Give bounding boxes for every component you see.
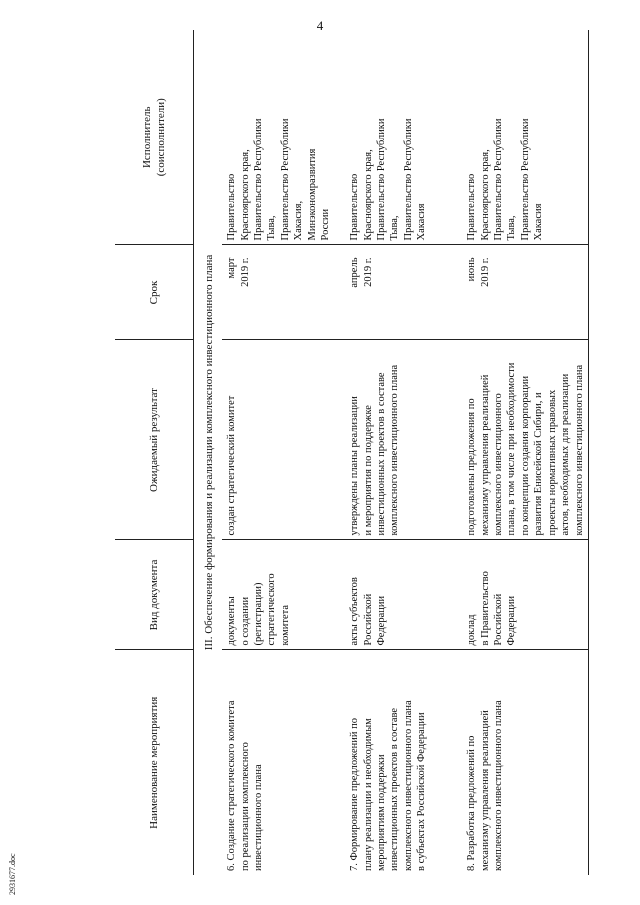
header-result: Ожидаемый результат [115,340,194,540]
text-line: проекты нормативных правовых [546,389,558,536]
text-line: документы [226,596,238,646]
cell-name [345,650,462,875]
text-line: март [226,257,238,279]
text-line: доклад [466,614,478,646]
table-top-border [588,30,589,875]
cell-term [462,245,588,340]
cell-executor [345,30,462,245]
text-line: в субъектах Российской Федерации [416,712,428,871]
section-title: III. Обеспечение формирования и реализации комплексного инвестиционного плана [203,254,215,651]
text-line: инвестиционных проектов в составе [389,707,401,871]
text-line: Правительство Республики [402,118,414,241]
text-line: Российской [362,593,374,646]
cell-doc-type [222,540,345,650]
header-executor [115,30,194,245]
cell-doc-type [462,540,588,650]
cell-executor [462,30,588,245]
header-name: Наименование мероприятия [115,650,194,875]
page-number: 4 [316,18,324,33]
table-row [345,30,462,875]
header-doc-type: Вид документа [115,540,194,650]
cell-executor [222,30,345,245]
text-line: развития Енисейской Сибири, и [533,392,545,536]
text-line: комплексного инвестиционного плана [389,364,401,536]
header-term: Срок [115,245,194,340]
text-line: комплексного инвестиционного [492,393,504,536]
text-line: комплексного инвестиционного плана [402,700,414,871]
text-line: Правительство Республики [375,118,387,241]
cell-result [222,340,345,540]
text-line: Минэкономразвития [306,148,318,241]
text-line: Правительство Республики [519,118,531,241]
cell-name [222,650,345,875]
text-line: Правительство [226,173,238,241]
table-row [222,30,345,875]
table-header-row [115,30,194,875]
section-row [194,30,223,875]
text-line: комитета [279,604,291,646]
text-line: 2019 г. [362,257,374,287]
text-line: Российской [492,593,504,646]
header-executor-line: (соисполнители) [155,98,167,177]
text-line: 2019 г. [239,257,251,287]
text-line: плану реализации и необходимым [362,718,374,871]
text-line: Федерации [375,595,387,646]
text-line: актов, необходимых для реализации [560,373,572,536]
text-line: Тыва, [389,215,401,241]
text-line: комплексного инвестиционного плана [573,364,585,536]
text-line: апрель [349,257,361,288]
action-plan-table [115,30,588,875]
text-line: в Правительство [479,571,491,646]
text-line: России [320,208,332,241]
cell-term [222,245,345,340]
text-line: 2019 г. [479,257,491,287]
text-line: 7. Формирование предложений по [349,718,361,871]
text-line: июнь [466,257,478,282]
text-line: и мероприятия по поддержке [362,405,374,536]
text-line: 6. Создание стратегического комитета [226,700,238,871]
text-line: Правительство [349,173,361,241]
text-line: Тыва, [266,215,278,241]
table-row [462,30,588,875]
text-line: инвестиционных проектов в составе [375,372,387,536]
cell-doc-type [345,540,462,650]
text-line: Правительство [466,173,478,241]
text-line: механизму управления реализацией [479,374,491,536]
text-line: Хакасия, [293,200,305,241]
text-line: по реализации комплексного [239,742,251,871]
text-line: Правительство Республики [492,118,504,241]
rotated-table-container [115,30,595,875]
text-line: мероприятиям поддержки [375,754,387,871]
text-line: утверждены планы реализации [349,396,361,536]
text-line: Правительство Республики [252,118,264,241]
text-line: Хакасия [533,203,545,241]
text-line: (регистрации) [252,582,264,646]
header-executor-line: Исполнитель [140,106,153,169]
text-line: о создании [239,596,251,646]
text-line: Красноярского края, [479,149,491,241]
text-line: Хакасия [416,203,428,241]
text-line: подготовлены предложения по [466,398,478,536]
cell-name [462,650,588,875]
footer-filename: 2931677.doc [8,853,17,895]
text-line: акты субъектов [349,577,361,646]
text-line: по концепции создания корпорации [519,375,531,536]
cell-result [345,340,462,540]
text-line: плана, в том числе при необходимости [506,362,518,536]
text-line: стратегического [266,573,278,646]
text-line: Красноярского края, [362,149,374,241]
cell-term [345,245,462,340]
text-line: создан стратегический комитет [226,395,238,536]
cell-result [462,340,588,540]
text-line: 8. Разработка предложений по [466,735,478,871]
text-line: Правительство Республики [279,118,291,241]
text-line: Красноярского края, [239,149,251,241]
text-line: Федерации [506,595,518,646]
text-line: комплексного инвестиционного плана [492,700,504,871]
text-line: инвестиционного плана [252,764,264,871]
text-line: Тыва, [506,215,518,241]
text-line: механизму управления реализацией [479,710,491,871]
